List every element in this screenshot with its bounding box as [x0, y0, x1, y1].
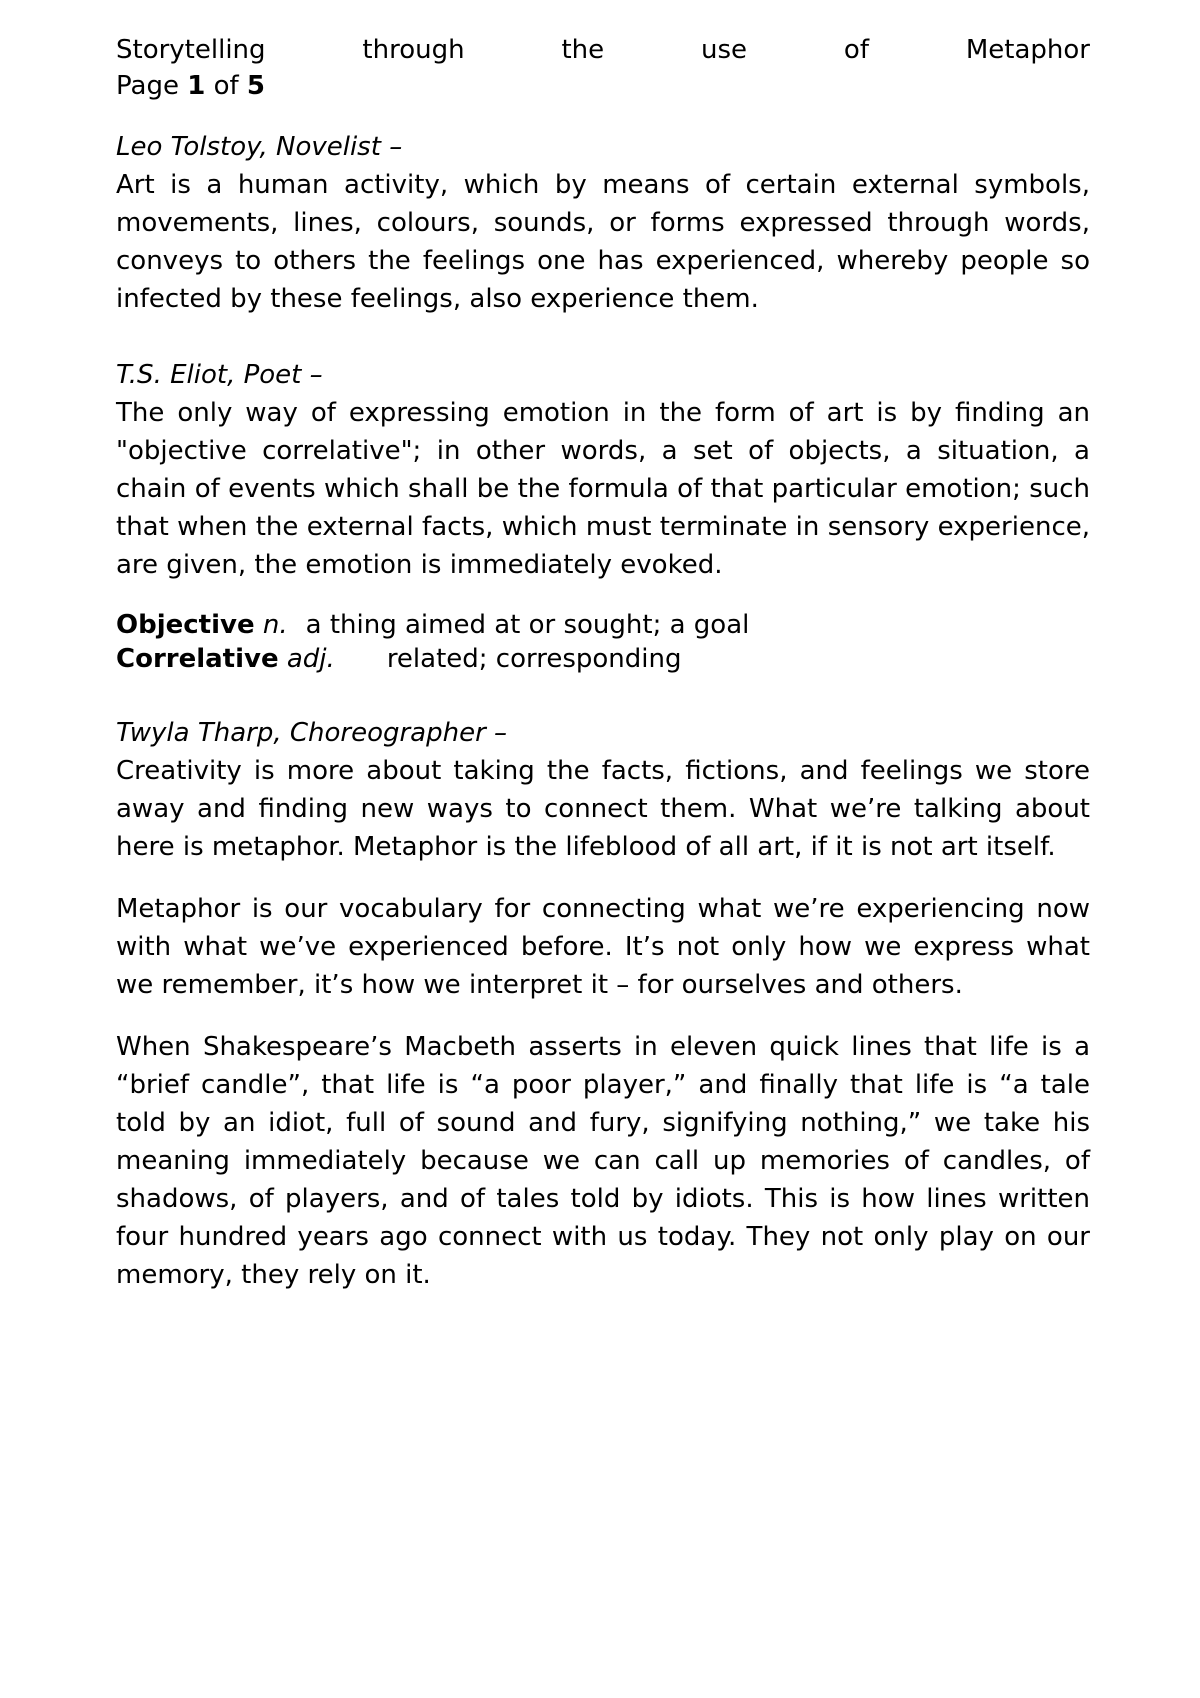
- definition-pos: adj.: [286, 644, 335, 674]
- title-word: Metaphor: [965, 35, 1090, 65]
- definition-term: Objective: [116, 610, 255, 640]
- definition-text: related; corresponding: [386, 644, 682, 674]
- definitions-list: [116, 608, 1090, 676]
- tolstoy-quote: Art is a human activity, which by means of certain external symbols, movements, lines, colours, sounds, or forms expressed through words, conveys to others the feelings one has experienced, whereby people so infected by these feelings, also experience them.: [116, 170, 1090, 314]
- title-word: use: [701, 35, 748, 65]
- page-number: [116, 68, 1090, 104]
- tharp-attribution: Twyla Tharp, Choreographer –: [116, 718, 508, 748]
- tharp-paragraph: Metaphor is our vocabulary for connecting what we’re experiencing now with what we’ve experienced before. It’s not only how we express what we remember, it’s how we interpret it – for ourselves and others.: [116, 894, 1090, 1000]
- page-of: of: [205, 71, 247, 101]
- definition-pos: n.: [262, 610, 288, 640]
- tharp-paragraph: When Shakespeare’s Macbeth asserts in eleven quick lines that life is a “brief candle”, that life is “a poor player,” and finally that life is “a tale told by an idiot, full of sound and fury, signifying nothing,” we take his meaning immediately because we can call up memories of candles, of shadows, of players, and of tales told by idiots. This is how lines written four hundred years ago connect with us today. They not only play on our memory, they rely on it.: [116, 1032, 1090, 1290]
- definition-row: [116, 642, 1090, 676]
- tharp-paragraph: Creativity is more about taking the facts, fictions, and feelings we store away and finding new ways to connect them. What we’re talking about here is metaphor. Metaphor is the lifeblood of all art, if it is not art itself.: [116, 756, 1090, 862]
- document-title: [116, 32, 1090, 68]
- title-word: through: [362, 35, 465, 65]
- page-total: 5: [246, 71, 265, 101]
- definition-text: a thing aimed at or sought; a goal: [305, 610, 750, 640]
- title-word: of: [843, 35, 869, 65]
- title-word: Storytelling: [116, 35, 266, 65]
- tolstoy-attribution: Leo Tolstoy, Novelist –: [116, 132, 403, 162]
- title-word: the: [561, 35, 605, 65]
- document-page: [116, 32, 1090, 1294]
- eliot-quote: The only way of expressing emotion in the form of art is by finding an "objective correlative"; in other words, a set of objects, a situation, a chain of events which shall be the formula of that particular emotion; such that when the external facts, which must terminate in sensory experience, are given, the emotion is immediately evoked.: [116, 398, 1090, 580]
- page-current: 1: [187, 71, 206, 101]
- definition-row: [116, 608, 1090, 642]
- page-prefix: Page: [116, 71, 188, 101]
- definition-term: Correlative: [116, 644, 279, 674]
- eliot-attribution: T.S. Eliot, Poet –: [116, 360, 323, 390]
